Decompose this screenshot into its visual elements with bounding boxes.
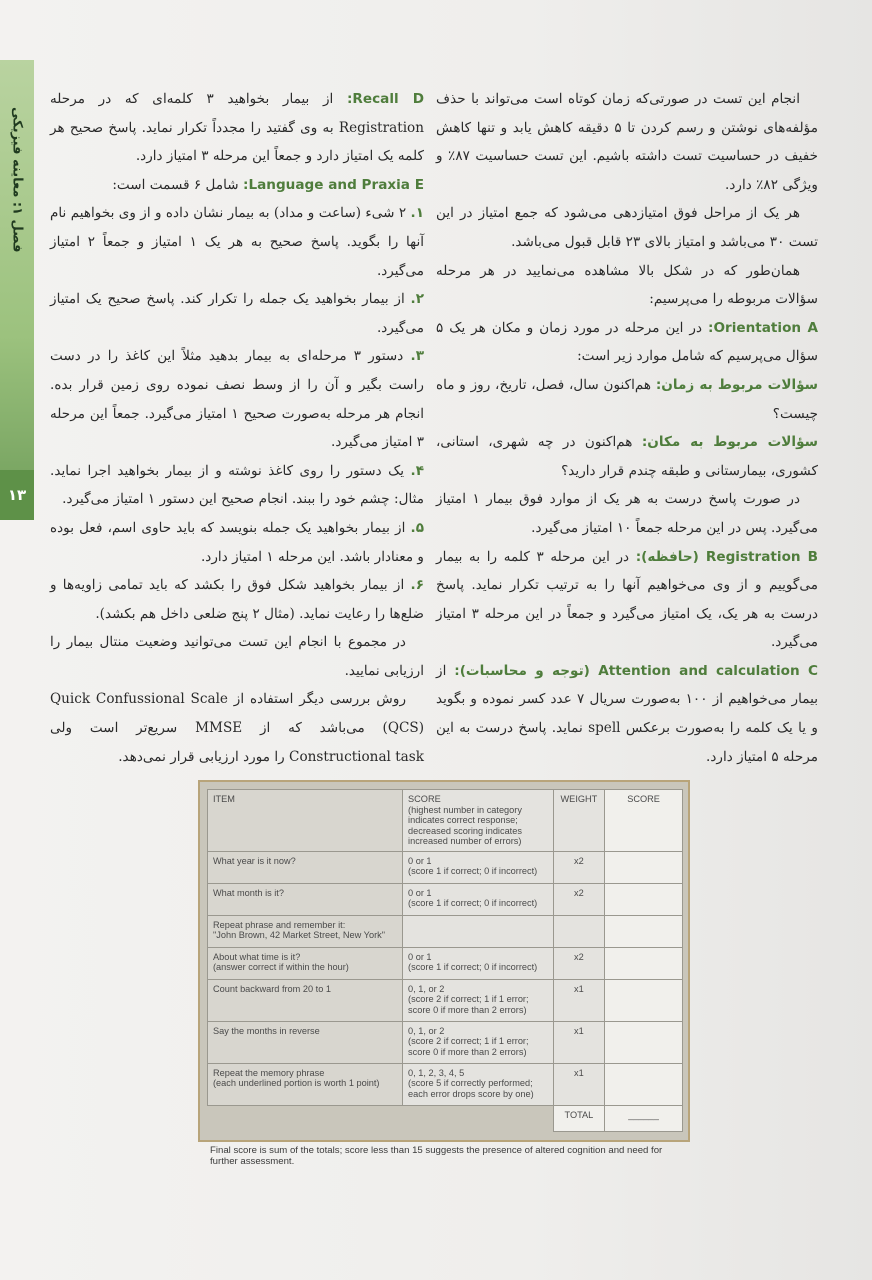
- empty-cell: [403, 1105, 554, 1131]
- table-row: [208, 1021, 683, 1063]
- table-row: [208, 915, 683, 947]
- right-heading-text: در این مرحله ۳ کلمه را به بیمار می‌گوییم و از وی می‌خواهیم آنها را به ترتیب تکرار نماید. پاسخ درست به هر یک، یک امتیاز می‌گیرد و جمعاً در این مرحله ۳ امتیاز می‌گیرد.: [436, 548, 818, 651]
- right-heading: Orientation A:: [708, 319, 818, 336]
- score-cell: 0, 1, or 2 (score 2 if correct; 1 if 1 error; score 0 if more than 2 errors): [403, 979, 554, 1021]
- left-list-number: ۶.: [410, 577, 424, 594]
- left-paragraph: [50, 514, 424, 571]
- header-score: SCORE (highest number in category indicates correct response; decreased scoring indicates increased number of errors): [403, 790, 554, 852]
- left-list-number: ۲.: [410, 291, 424, 308]
- left-paragraph: در مجموع با انجام این تست می‌توانید وضعیت منتال بیمار را ارزیابی نمایید.: [50, 634, 424, 679]
- table-row: [208, 1063, 683, 1105]
- table-header-row: [208, 790, 683, 852]
- qcs-table: [207, 789, 683, 1132]
- left-heading-text: از بیمار بخواهید ۳ کلمه‌ای که در مرحله Registration به وی گفتید را مجدداً تکرار نماید. پاسخ صحیح هر کلمه یک امتیاز دارد و جمعاً این مرحله ۳ امتیاز دارد.: [50, 91, 424, 165]
- right-paragraph: انجام این تست در صورتی‌که زمان کوتاه است می‌تواند با حذف مؤلفه‌های نوشتن و رسم کردن تا ۵ دقیقه کاهش یابد و تنها کاهش خفیف در حساسیت تست داشته باشیم. این تست حساسیت ۸۷٪ و ویژگی ۸۲٪ دارد.: [436, 91, 818, 193]
- score-cell: 0 or 1 (score 1 if correct; 0 if incorrect): [403, 883, 554, 915]
- right-paragraph: [436, 543, 818, 657]
- left-list-text: از بیمار بخواهید شکل فوق را بکشد که باید تمامی زاویه‌ها و ضلع‌ها را رعایت نماید. (مثال ۲ پنج ضلعی داخل هم بکشد).: [50, 577, 424, 622]
- left-paragraph: روش بررسی دیگر استفاده از Quick Confussional Scale (QCS) می‌باشد که از MMSE سریع‌تر است ولی Constructional task را مورد ارزیابی قرار نمی‌دهد.: [50, 691, 424, 765]
- score-cell: 0 or 1 (score 1 if correct; 0 if incorrect): [403, 851, 554, 883]
- right-heading: Registration B (حافظه):: [635, 548, 818, 565]
- table-row: [208, 851, 683, 883]
- right-paragraph: [436, 371, 818, 428]
- left-text-column: [50, 85, 424, 771]
- item-cell: Count backward from 20 to 1: [208, 979, 403, 1021]
- item-cell: Repeat phrase and remember it: "John Brown, 42 Market Street, New York": [208, 915, 403, 947]
- right-heading-text: در این مرحله در مورد زمان و مکان هر یک ۵ سؤال می‌پرسیم که شامل موارد زیر است:: [436, 319, 818, 365]
- left-paragraph: [50, 85, 424, 171]
- left-paragraph: [50, 171, 424, 200]
- empty-cell: [208, 1105, 403, 1131]
- left-heading: Language and Praxia E:: [243, 176, 424, 193]
- left-heading-text: شامل ۶ قسمت است:: [112, 176, 243, 193]
- left-paragraph: [50, 342, 424, 456]
- score-result-cell: [605, 1063, 683, 1105]
- score-result-cell: [605, 1021, 683, 1063]
- right-heading-text: هم‌اکنون سال، فصل، تاریخ، روز و ماه چیست؟: [436, 376, 818, 422]
- right-paragraph: [436, 314, 818, 371]
- score-cell: 0, 1, or 2 (score 2 if correct; 1 if 1 error; score 0 if more than 2 errors): [403, 1021, 554, 1063]
- weight-cell: x1: [553, 979, 605, 1021]
- item-cell: About what time is it? (answer correct if within the hour): [208, 947, 403, 979]
- score-result-cell: [605, 851, 683, 883]
- left-paragraph: [50, 199, 424, 285]
- left-list-number: ۱.: [410, 205, 424, 222]
- header-weight: WEIGHT: [553, 790, 605, 852]
- table-caption: Final score is sum of the totals; score less than 15 suggests the presence of altered cognition and need for further assessment.: [210, 1145, 663, 1167]
- right-heading: سؤالات مربوط به زمان:: [655, 376, 818, 393]
- right-paragraph: همان‌طور که در شکل بالا مشاهده می‌نمایید در هر مرحله سؤالات مربوطه را می‌پرسیم:: [436, 262, 818, 308]
- right-paragraph: هر یک از مراحل فوق امتیازدهی می‌شود که جمع امتیاز در این تست ۳۰ می‌باشد و امتیاز بالای ۲۳ قابل قبول می‌باشد.: [436, 205, 818, 250]
- left-heading: Recall D:: [346, 91, 425, 107]
- table-row: [208, 979, 683, 1021]
- score-cell: 0 or 1 (score 1 if correct; 0 if incorrect): [403, 947, 554, 979]
- score-cell: [403, 915, 554, 947]
- left-list-text: از بیمار بخواهید یک جمله را تکرار کند. پاسخ صحیح یک امتیاز می‌گیرد.: [50, 291, 424, 336]
- left-list-text: ۲ شیء (ساعت و مداد) به بیمار نشان داده و از وی بخواهیم نام آنها را بگوید. پاسخ صحیح به هر یک ۱ امتیاز و جمعاً ۲ امتیاز می‌گیرد.: [50, 205, 424, 279]
- table-total-row: [208, 1105, 683, 1131]
- left-paragraph: [50, 571, 424, 628]
- right-paragraph: [436, 428, 818, 485]
- total-blank: ______: [605, 1105, 683, 1131]
- table-row: [208, 883, 683, 915]
- left-list-text: یک دستور را روی کاغذ نوشته و از بیمار بخواهید اجرا نماید. مثال: چشم خود را ببند. انجام صحیح این دستور ۱ امتیاز می‌گیرد.: [50, 462, 424, 508]
- item-cell: What year is it now?: [208, 851, 403, 883]
- score-result-cell: [605, 915, 683, 947]
- page-number: ۱۳: [0, 470, 34, 520]
- weight-cell: x1: [553, 1063, 605, 1105]
- left-list-number: ۳.: [410, 348, 424, 365]
- weight-cell: x1: [553, 1021, 605, 1063]
- left-list-number: ۵.: [410, 519, 424, 536]
- right-heading-text: هم‌اکنون در چه شهری، استانی، کشوری، بیمارستانی و طبقه چندم قرار دارید؟: [436, 434, 818, 479]
- header-item: ITEM: [208, 790, 403, 852]
- weight-cell: [553, 915, 605, 947]
- header-score-result: SCORE: [605, 790, 683, 852]
- right-heading-text: از بیمار می‌خواهیم از ۱۰۰ به‌صورت سریال ۷ عدد کسر نموده و بگوید و یا یک کلمه را به‌صورت برعکس spell نماید. پاسخ درست به این مرحله ۵ امتیاز دارد.: [436, 662, 818, 765]
- right-paragraph: [436, 657, 818, 771]
- right-paragraph: در صورت پاسخ درست به هر یک از موارد فوق بیمار ۱ امتیاز می‌گیرد. پس در این مرحله جمعاً ۱۰ امتیاز می‌گیرد.: [436, 491, 818, 536]
- weight-cell: x2: [553, 947, 605, 979]
- left-paragraph: [50, 457, 424, 514]
- item-cell: Repeat the memory phrase (each underlined portion is worth 1 point): [208, 1063, 403, 1105]
- total-label: TOTAL: [553, 1105, 605, 1131]
- score-result-cell: [605, 883, 683, 915]
- right-heading: Attention and calculation C (توجه و محاسبات):: [454, 662, 818, 679]
- table-row: [208, 947, 683, 979]
- item-cell: What month is it?: [208, 883, 403, 915]
- left-paragraph: [50, 285, 424, 342]
- weight-cell: x2: [553, 851, 605, 883]
- score-result-cell: [605, 947, 683, 979]
- score-result-cell: [605, 979, 683, 1021]
- item-cell: Say the months in reverse: [208, 1021, 403, 1063]
- left-list-text: از بیمار بخواهید یک جمله بنویسد که باید حاوی اسم، فعل بوده و معنادار باشد. این مرحله ۱ امتیاز دارد.: [50, 519, 424, 565]
- right-heading: سؤالات مربوط به مکان:: [641, 434, 818, 451]
- score-cell: 0, 1, 2, 3, 4, 5 (score 5 if correctly performed; each error drops score by one): [403, 1063, 554, 1105]
- left-list-text: دستور ۳ مرحله‌ای به بیمار بدهید مثلاً این کاغذ را در دست راست بگیر و آن را از وسط نصف نموده روی زمین قرار بده. انجام هر مرحله به‌صورت صحیح ۱ امتیاز می‌گیرد. جمعاً این مرحله ۳ امتیاز می‌گیرد.: [50, 348, 424, 451]
- weight-cell: x2: [553, 883, 605, 915]
- right-text-column: [436, 85, 818, 771]
- chapter-title: فصل ۱: معاینه فیزیکی: [9, 107, 25, 253]
- left-list-number: ۴.: [410, 462, 424, 479]
